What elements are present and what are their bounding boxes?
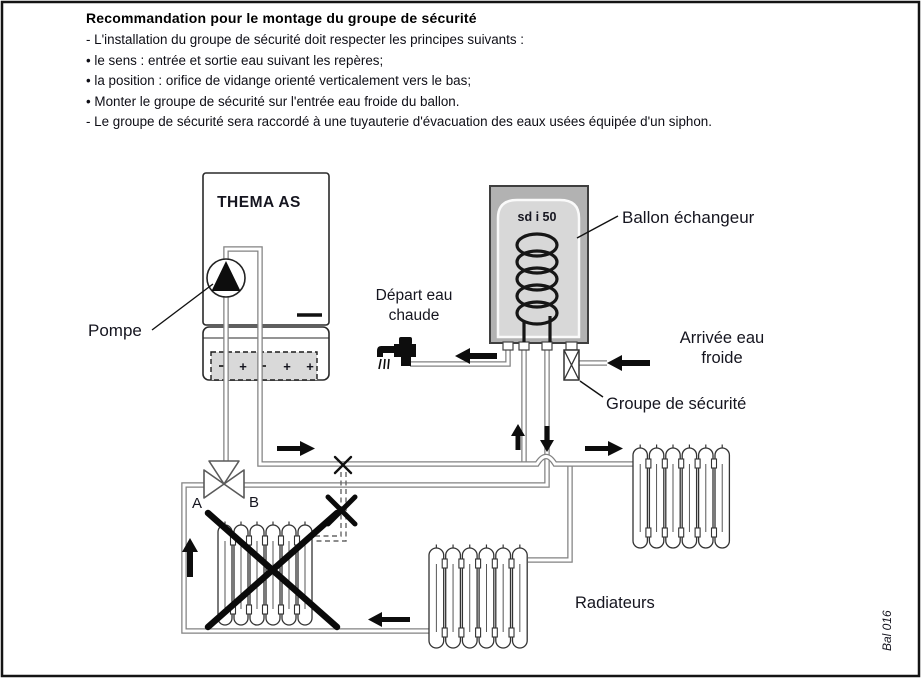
pump-label: Pompe bbox=[88, 321, 142, 340]
three-way-valve bbox=[204, 461, 244, 498]
valve-port-b-label: B bbox=[248, 494, 260, 511]
radiator-right bbox=[633, 445, 729, 549]
terminal-plus-mark: + bbox=[306, 359, 314, 374]
radiator-middle bbox=[429, 545, 527, 649]
instructions-block bbox=[86, 10, 918, 133]
instruction-line: - Le groupe de sécurité sera raccordé à une tuyauterie d'évacuation des eaux usées équipée d'un siphon. bbox=[86, 114, 712, 130]
tank-model-label: sd i 50 bbox=[517, 210, 557, 224]
faucet-icon bbox=[377, 337, 416, 369]
flow-arrow-right-icon bbox=[277, 441, 315, 456]
valve-port-a-label: A bbox=[191, 495, 203, 512]
instruction-line: • la position : orifice de vidange orienté verticalement vers le bas; bbox=[86, 73, 472, 89]
hot-water-label-2: chaude bbox=[388, 307, 440, 324]
safety-group-label: Groupe de sécurité bbox=[606, 395, 747, 413]
flow-arrow-right2-icon bbox=[585, 441, 623, 456]
coil-arrow-down-icon bbox=[540, 426, 554, 452]
instruction-line: • Monter le groupe de sécurité sur l'entrée eau froide du ballon. bbox=[86, 93, 460, 109]
cold-water-arrow-left-icon bbox=[607, 355, 650, 371]
safety-group-valve bbox=[564, 350, 579, 380]
figure-reference: Bal 016 bbox=[880, 610, 894, 651]
cold-water-label-1: Arrivée eau bbox=[679, 329, 765, 347]
terminal-plus-mark: + bbox=[283, 359, 291, 374]
cold-water-label-2: froide bbox=[701, 349, 743, 367]
tank-label: Ballon échangeur bbox=[622, 208, 755, 227]
hot-water-label-1: Départ eau bbox=[375, 287, 453, 304]
boiler-model-label: THEMA AS bbox=[217, 194, 301, 211]
pump-icon bbox=[207, 259, 245, 297]
instructions-title: Recommandation pour le montage du groupe de sécurité bbox=[86, 10, 477, 26]
terminal-plus-mark: + bbox=[239, 359, 247, 374]
return-arrow-left-icon bbox=[368, 612, 410, 627]
instruction-line: • le sens : entrée et sortie eau suivant les repères; bbox=[86, 52, 384, 68]
radiators-label: Radiateurs bbox=[575, 594, 655, 612]
tank-ballon bbox=[490, 186, 588, 343]
instruction-line: - L'installation du groupe de sécurité doit respecter les principes suivants : bbox=[86, 32, 524, 47]
